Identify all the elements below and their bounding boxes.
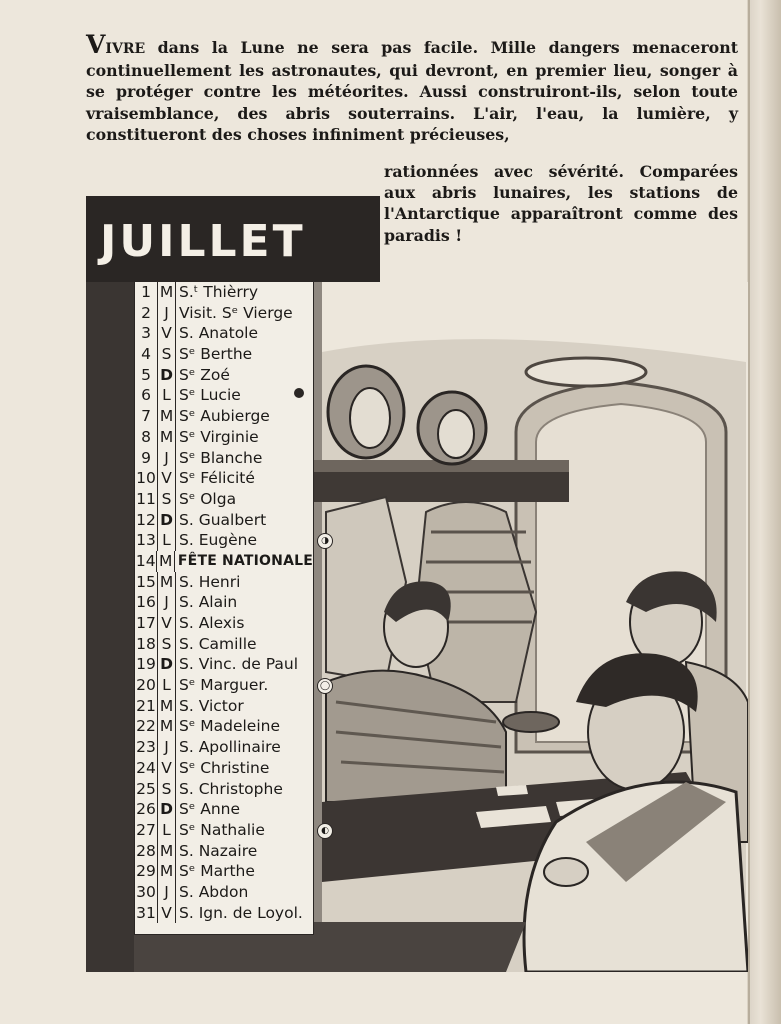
calendar-row bbox=[135, 799, 313, 820]
calendar-weekday: M bbox=[158, 406, 176, 427]
calendar-saint: S. Apollinaire bbox=[179, 738, 281, 757]
calendar-row bbox=[135, 323, 313, 344]
calendar-day-number: 31 bbox=[135, 903, 158, 924]
calendar-row bbox=[135, 861, 313, 882]
calendar-day-number: 2 bbox=[135, 303, 158, 324]
calendar-weekday: M bbox=[157, 551, 175, 572]
calendar-weekday: M bbox=[158, 696, 176, 717]
calendar-weekday: S bbox=[158, 344, 176, 365]
calendar-day-number: 25 bbox=[135, 779, 158, 800]
page-fold bbox=[748, 0, 750, 1024]
calendar-weekday: J bbox=[158, 592, 176, 613]
calendar-day-number: 4 bbox=[135, 344, 158, 365]
calendar-row bbox=[135, 303, 313, 324]
calendar-day-number: 17 bbox=[135, 613, 158, 634]
calendar-row bbox=[135, 737, 313, 758]
moon-phase-icon: ◐ bbox=[317, 823, 333, 839]
calendar-row bbox=[135, 344, 313, 365]
calendar-row bbox=[135, 427, 313, 448]
calendar-weekday: M bbox=[158, 572, 176, 593]
calendar-saint: S. Vinc. de Paul bbox=[179, 655, 299, 674]
calendar-weekday: S bbox=[158, 489, 176, 510]
calendar-weekday: D bbox=[158, 365, 176, 386]
calendar-saint: Sᵉ Lucie bbox=[179, 386, 241, 405]
calendar-row bbox=[135, 654, 313, 675]
calendar-row bbox=[135, 406, 313, 427]
calendar-weekday: M bbox=[158, 282, 176, 303]
calendar-day-number: 26 bbox=[135, 799, 158, 820]
calendar-weekday: L bbox=[158, 385, 176, 406]
calendar-saint: Sᵉ Berthe bbox=[179, 345, 253, 364]
calendar-saint: Sᵉ Olga bbox=[179, 489, 237, 508]
calendar-row bbox=[135, 696, 313, 717]
calendar-saint: S. Christophe bbox=[179, 779, 283, 798]
calendar-weekday: J bbox=[158, 882, 176, 903]
calendar-saint: Sᵉ Blanche bbox=[179, 448, 263, 467]
calendar-saint: S. Alain bbox=[179, 593, 238, 612]
calendar-saint: S. Gualbert bbox=[179, 510, 267, 529]
calendar-day-number: 30 bbox=[135, 882, 158, 903]
calendar-row bbox=[135, 365, 313, 386]
calendar-day-number: 14 bbox=[135, 551, 156, 570]
calendar-saint: S. Nazaire bbox=[179, 841, 258, 860]
calendar-day-number: 3 bbox=[135, 323, 158, 344]
calendar-weekday: L bbox=[158, 820, 176, 841]
calendar-row bbox=[135, 634, 313, 655]
calendar-row bbox=[135, 779, 313, 800]
calendar-weekday: J bbox=[158, 448, 176, 469]
calendar-saint: S. Camille bbox=[179, 634, 257, 653]
calendar-weekday: D bbox=[158, 799, 176, 820]
month-title: JUILLET bbox=[100, 215, 306, 267]
calendar-saint: S. Victor bbox=[179, 696, 244, 715]
calendar-weekday: M bbox=[158, 841, 176, 862]
calendar-day-number: 11 bbox=[135, 489, 158, 510]
calendar-saint: S. Alexis bbox=[179, 614, 245, 632]
moon-phase-icon: ◑ bbox=[317, 533, 333, 549]
calendar-row bbox=[135, 551, 313, 572]
calendar-saint: FÊTE NATIONALE bbox=[177, 552, 313, 569]
calendar-row bbox=[135, 716, 313, 737]
calendar-weekday: M bbox=[158, 716, 176, 737]
calendar-day-number: 7 bbox=[135, 406, 158, 427]
intro-paragraph-continued: rationnées avec sévérité. Comparées aux abris lunaires, les stations de l'Antarctique apparaîtront comme des paradis ! bbox=[384, 162, 738, 245]
calendar-saint: Sᵉ Marguer. bbox=[179, 676, 269, 695]
calendar-day-number: 28 bbox=[135, 841, 158, 862]
calendar-saint: Sᵉ Madeleine bbox=[179, 717, 280, 736]
calendar-row bbox=[135, 530, 329, 551]
month-banner bbox=[86, 196, 380, 282]
calendar-day-number: 21 bbox=[135, 696, 158, 717]
calendar-saint: Sᵉ Nathalie bbox=[179, 820, 265, 839]
calendar-saint: Sᵉ Christine bbox=[179, 758, 270, 777]
calendar-saint: Sᵉ Anne bbox=[179, 800, 241, 819]
calendar-saint: S. Abdon bbox=[179, 882, 249, 901]
calendar-saint: Visit. Sᵉ Vierge bbox=[179, 303, 293, 322]
calendar-weekday: S bbox=[158, 779, 176, 800]
calendar-row bbox=[135, 572, 313, 593]
calendar-row bbox=[135, 448, 313, 469]
calendar-day-number: 20 bbox=[135, 675, 158, 696]
page-edge bbox=[747, 0, 781, 1024]
calendar-row bbox=[135, 841, 313, 862]
calendar-day-number: 24 bbox=[135, 758, 158, 779]
calendar-row bbox=[135, 385, 313, 406]
drop-letter: V bbox=[86, 30, 106, 59]
calendar-row bbox=[135, 592, 313, 613]
calendar-day-number: 27 bbox=[135, 820, 158, 841]
calendar-row bbox=[135, 468, 313, 489]
intro-text: dans la Lune ne sera pas facile. Mille dangers menaceront continuellement les astronautes, qui devront, en premier lieu, songer à se protéger contre les météorites. Aussi construiront-ils, selon toute vraisemblance, des abris souterrains. L'air, l'eau, la lumière, y constitueront des choses infiniment précieuses, bbox=[86, 38, 738, 144]
calendar-row bbox=[135, 489, 313, 510]
calendar-saint: S. Anatole bbox=[179, 324, 259, 343]
moon-phase-icon: ◯ bbox=[317, 678, 333, 694]
calendar-day-number: 10 bbox=[135, 468, 158, 489]
calendar-weekday: S bbox=[158, 634, 176, 655]
calendar-row bbox=[135, 758, 313, 779]
calendar-saint: Sᵉ Zoé bbox=[179, 365, 230, 384]
calendar-day-number: 23 bbox=[135, 737, 158, 758]
calendar-row bbox=[135, 282, 313, 303]
calendar-row bbox=[135, 820, 329, 841]
calendar-saint: Sᵉ Aubierge bbox=[179, 407, 270, 426]
calendar-day-number: 5 bbox=[135, 365, 158, 386]
intro-paragraph bbox=[86, 30, 738, 145]
calendar-weekday: M bbox=[158, 427, 176, 448]
calendar-row bbox=[135, 882, 313, 903]
calendar-table bbox=[134, 282, 331, 935]
calendar-day-number: 16 bbox=[135, 592, 158, 613]
calendar-weekday: J bbox=[158, 737, 176, 758]
calendar-saint: Sᵉ Virginie bbox=[179, 427, 259, 446]
calendar-weekday: V bbox=[158, 903, 176, 924]
calendar-row bbox=[135, 675, 331, 696]
calendar-weekday: L bbox=[158, 675, 176, 696]
calendar-weekday: D bbox=[158, 654, 176, 675]
calendar-saint: S. Eugène bbox=[179, 531, 258, 550]
calendar-row bbox=[135, 903, 313, 924]
calendar-day-number: 8 bbox=[135, 427, 158, 448]
calendar-weekday: J bbox=[158, 303, 176, 324]
calendar-saint: S.ᵗ Thièrry bbox=[179, 283, 259, 301]
calendar-saint: S. Henri bbox=[179, 572, 241, 591]
calendar-row bbox=[135, 613, 313, 634]
calendar-weekday: L bbox=[158, 530, 176, 551]
calendar-weekday: V bbox=[158, 758, 176, 779]
calendar-saint: Sᵉ Marthe bbox=[179, 862, 255, 881]
calendar-day-number: 13 bbox=[135, 530, 158, 551]
calendar-day-number: 15 bbox=[135, 572, 158, 593]
calendar-weekday: V bbox=[158, 323, 176, 344]
calendar-weekday: D bbox=[158, 510, 176, 531]
calendar-day-number: 29 bbox=[135, 861, 158, 882]
calendar-day-number: 1 bbox=[135, 282, 158, 303]
calendar-day-number: 22 bbox=[135, 716, 158, 737]
calendar-weekday: M bbox=[158, 861, 176, 882]
calendar-saint: Sᵉ Félicité bbox=[179, 469, 255, 488]
calendar-day-number: 6 bbox=[135, 385, 158, 406]
calendar-day-number: 18 bbox=[135, 634, 158, 655]
calendar-weekday: V bbox=[158, 613, 176, 634]
calendar-day-number: 19 bbox=[135, 654, 158, 675]
drop-rest: IVRE bbox=[105, 41, 146, 57]
calendar-saint: S. Ign. de Loyol. bbox=[179, 903, 303, 922]
binder-hole bbox=[294, 388, 304, 398]
calendar-row bbox=[135, 510, 313, 531]
calendar-day-number: 12 bbox=[135, 510, 158, 531]
calendar-day-number: 9 bbox=[135, 448, 158, 469]
calendar-weekday: V bbox=[158, 468, 176, 489]
